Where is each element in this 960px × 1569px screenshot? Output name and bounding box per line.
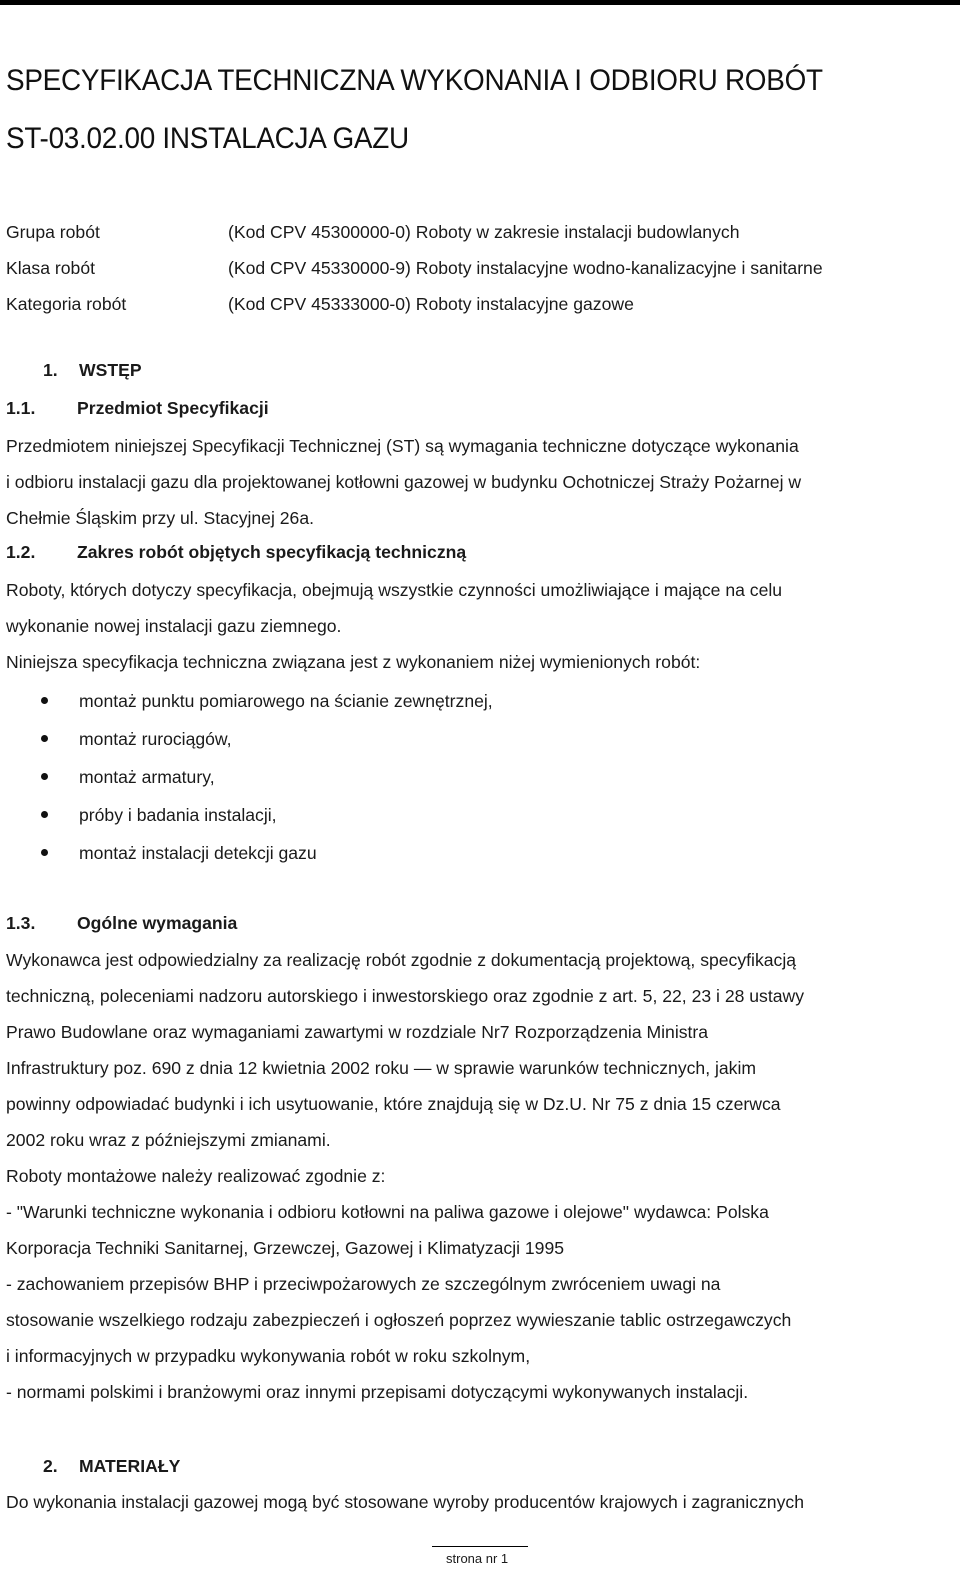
section-heading-1	[43, 360, 142, 381]
subsection-number: 1.1.	[6, 398, 36, 418]
paragraph-1-2	[6, 572, 958, 680]
page-number: strona nr 1	[446, 1551, 509, 1566]
meta-key: Kategoria robót	[6, 294, 127, 314]
document-subtitle: ST-03.02.00 INSTALACJA GAZU	[6, 122, 409, 155]
text-line: Prawo Budowlane oraz wymaganiami zawartymi w rozdziale Nr7 Rozporządzenia Ministra	[6, 1022, 709, 1042]
subsection-number: 1.3.	[6, 913, 36, 933]
bullet-dot-icon	[41, 773, 48, 780]
subsection-heading-1-1	[6, 398, 269, 419]
meta-key: Klasa robót	[6, 258, 95, 278]
section-title: MATERIAŁY	[79, 1456, 181, 1476]
top-rule	[0, 0, 960, 5]
text-line: Przedmiotem niniejszej Specyfikacji Technicznej (ST) są wymagania techniczne dotyczące wykonania	[6, 436, 799, 456]
list-item	[0, 796, 493, 834]
text-line: Infrastruktury poz. 690 z dnia 12 kwietnia 2002 roku — w sprawie warunków technicznych, jakim	[6, 1058, 757, 1078]
classification-table	[6, 214, 823, 322]
bullet-dot-icon	[41, 697, 48, 704]
text-line: - normami polskimi i branżowymi oraz innymi przepisami dotyczącymi wykonywanych instalacji.	[6, 1382, 749, 1402]
list-item	[0, 682, 493, 720]
text-line: i odbioru instalacji gazu dla projektowanej kotłowni gazowej w budynku Ochotniczej Straży Pożarnej w	[6, 472, 802, 492]
subsection-title: Zakres robót objętych specyfikacją techniczną	[77, 542, 467, 562]
list-item-text: próby i badania instalacji,	[79, 805, 277, 825]
text-line: - zachowaniem przepisów BHP i przeciwpożarowych ze szczególnym zwróceniem uwagi na	[6, 1274, 721, 1294]
document-title: SPECYFIKACJA TECHNICZNA WYKONANIA I ODBIORU ROBÓT	[6, 64, 823, 97]
text-line: Niniejsza specyfikacja techniczna związana jest z wykonaniem niżej wymienionych robót:	[6, 652, 701, 672]
list-item	[0, 834, 493, 872]
footer-rule	[432, 1546, 528, 1547]
section-title: WSTĘP	[79, 360, 142, 380]
text-line: 2002 roku wraz z późniejszymi zmianami.	[6, 1130, 331, 1150]
section-number: 1.	[43, 360, 58, 380]
text-line: i informacyjnych w przypadku wykonywania robót w roku szkolnym,	[6, 1346, 531, 1366]
meta-row-category	[6, 286, 823, 322]
meta-value: (Kod CPV 45330000-9) Roboty instalacyjne wodno-kanalizacyjne i sanitarne	[228, 258, 823, 278]
meta-key: Grupa robót	[6, 222, 100, 242]
text-line: stosowanie wszelkiego rodzaju zabezpieczeń i ogłoszeń poprzez wywieszanie tablic ostrzegawczych	[6, 1310, 792, 1330]
paragraph-1-3	[6, 942, 958, 1410]
meta-row-class	[6, 250, 823, 286]
list-item	[0, 720, 493, 758]
text-line: Korporacja Techniki Sanitarnej, Grzewczej, Gazowej i Klimatyzacji 1995	[6, 1238, 565, 1258]
subsection-heading-1-2	[6, 542, 466, 563]
meta-value: (Kod CPV 45333000-0) Roboty instalacyjne gazowe	[228, 294, 634, 314]
meta-row-group	[6, 214, 823, 250]
meta-value: (Kod CPV 45300000-0) Roboty w zakresie instalacji budowlanych	[228, 222, 740, 242]
subsection-title: Ogólne wymagania	[77, 913, 238, 933]
subsection-title: Przedmiot Specyfikacji	[77, 398, 269, 418]
text-line: - "Warunki techniczne wykonania i odbioru kotłowni na paliwa gazowe i olejowe" wydawca: Polska	[6, 1202, 769, 1222]
list-item	[0, 758, 493, 796]
list-item-text: montaż punktu pomiarowego na ścianie zewnętrznej,	[79, 691, 493, 711]
bullet-dot-icon	[41, 735, 48, 742]
list-item-text: montaż rurociągów,	[79, 729, 232, 749]
works-list	[0, 682, 493, 872]
text-line: powinny odpowiadać budynki i ich usytuowanie, które znajdują się w Dz.U. Nr 75 z dnia 15 czerwca	[6, 1094, 781, 1114]
text-line: techniczną, poleceniami nadzoru autorskiego i inwestorskiego oraz zgodnie z art. 5, 22, 23 i 28 ustawy	[6, 986, 805, 1006]
text-line: Wykonawca jest odpowiedzialny za realizację robót zgodnie z dokumentacją projektową, specyfikacją	[6, 950, 797, 970]
subsection-number: 1.2.	[6, 542, 36, 562]
text-line: Roboty montażowe należy realizować zgodnie z:	[6, 1166, 386, 1186]
section-number: 2.	[43, 1456, 58, 1476]
text-line: wykonanie nowej instalacji gazu ziemnego.	[6, 616, 342, 636]
bullet-dot-icon	[41, 811, 48, 818]
subsection-heading-1-3	[6, 913, 237, 934]
section-heading-2	[43, 1456, 180, 1477]
text-line: Roboty, których dotyczy specyfikacja, obejmują wszystkie czynności umożliwiające i mające na celu	[6, 580, 783, 600]
text-line: Chełmie Śląskim przy ul. Stacyjnej 26a.	[6, 508, 315, 528]
list-item-text: montaż instalacji detekcji gazu	[79, 843, 317, 863]
paragraph-2: Do wykonania instalacji gazowej mogą być stosowane wyroby producentów krajowych i zagranicznych	[6, 1492, 804, 1512]
list-item-text: montaż armatury,	[79, 767, 215, 787]
paragraph-1-1	[6, 428, 958, 536]
bullet-dot-icon	[41, 849, 48, 856]
